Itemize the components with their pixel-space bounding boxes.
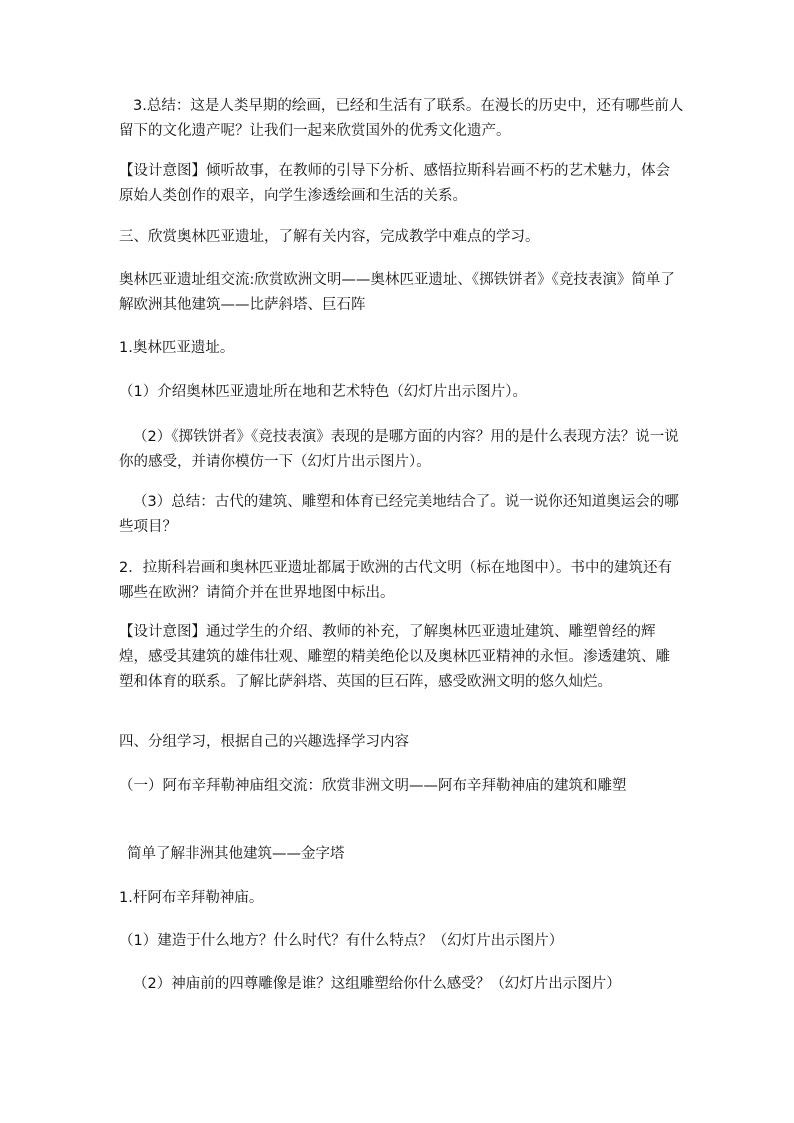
section-heading-3: 三、欣赏奥林匹亚遗址，了解有关内容，完成教学中难点的学习。 (119, 229, 540, 245)
paragraph-abu-simbel-group: （一）阿布辛拜勒神庙组交流：欣赏非洲文明——阿布辛拜勒神庙的建筑和雕塑 (119, 778, 627, 794)
paragraph-abu-simbel-item-1: 1.杆阿布辛拜勒神庙。 (119, 890, 264, 906)
paragraph-olympia-item-2: 2．拉斯科岩画和奥林匹亚遗址都属于欧洲的古代文明（标在地图中）。书中的建筑还有哪些在欧洲？请简介并在世界地图中标出。 (119, 560, 672, 601)
paragraph-abu-simbel-sub-1: （1）建造于什么地方？什么时代？有什么特点？（幻灯片出示图片） (119, 933, 564, 949)
paragraph-olympia-group: 奥林匹亚遗址组交流:欣赏欧洲文明——奥林匹亚遗址、《掷铁饼者》《竞技表演》简单了解欧洲其他建筑——比萨斜塔、巨石阵 (119, 272, 675, 313)
paragraph-olympia-sub-1: （1）介绍奥林匹亚遗址所在地和艺术特色（幻灯片出示图片）。 (119, 384, 527, 400)
paragraph-abu-simbel-sub-2: （2）神庙前的四尊雕像是谁？这组雕塑给你什么感受？（幻灯片出示图片） (133, 976, 621, 992)
paragraph-design-intent-1: 【设计意图】倾听故事，在教师的引导下分析、感悟拉斯科岩画不朽的艺术魅力，体会原始人类创作的艰辛，向学生渗透绘画和生活的关系。 (119, 163, 670, 204)
section-heading-4: 四、分组学习，根据自己的兴趣选择学习内容 (119, 734, 409, 750)
paragraph-olympia-sub-2: （2）《掷铁饼者》《竞技表演》表现的是哪方面的内容？用的是什么表现方法？说一说你的感受，并请你模仿一下（幻灯片出示图片）。 (119, 429, 679, 470)
paragraph-summary: 3.总结：这是人类早期的绘画，已经和生活有了联系。在漫长的历史中，还有哪些前人留下的文化遗产呢？让我们一起来欣赏国外的优秀文化遗产。 (119, 98, 684, 139)
paragraph-olympia-item-1: 1.奥林匹亚遗址。 (119, 340, 235, 356)
paragraph-olympia-sub-3: （3）总结：古代的建筑、雕塑和体育已经完美地结合了。说一说你还知道奥运会的哪些项目？ (119, 494, 679, 535)
paragraph-abu-simbel-sub: 简单了解非洲其他建筑——金字塔 (127, 846, 345, 862)
paragraph-design-intent-2: 【设计意图】通过学生的介绍、教师的补充，了解奥林匹亚遗址建筑、雕塑曾经的辉煌，感受其建筑的雄伟壮观、雕塑的精美绝伦以及奥林匹亚精神的永恒。渗透建筑、雕塑和体育的联系。了解比萨斜塔、英国的巨石阵，感受欧洲文明的悠久灿烂。 (119, 624, 670, 690)
